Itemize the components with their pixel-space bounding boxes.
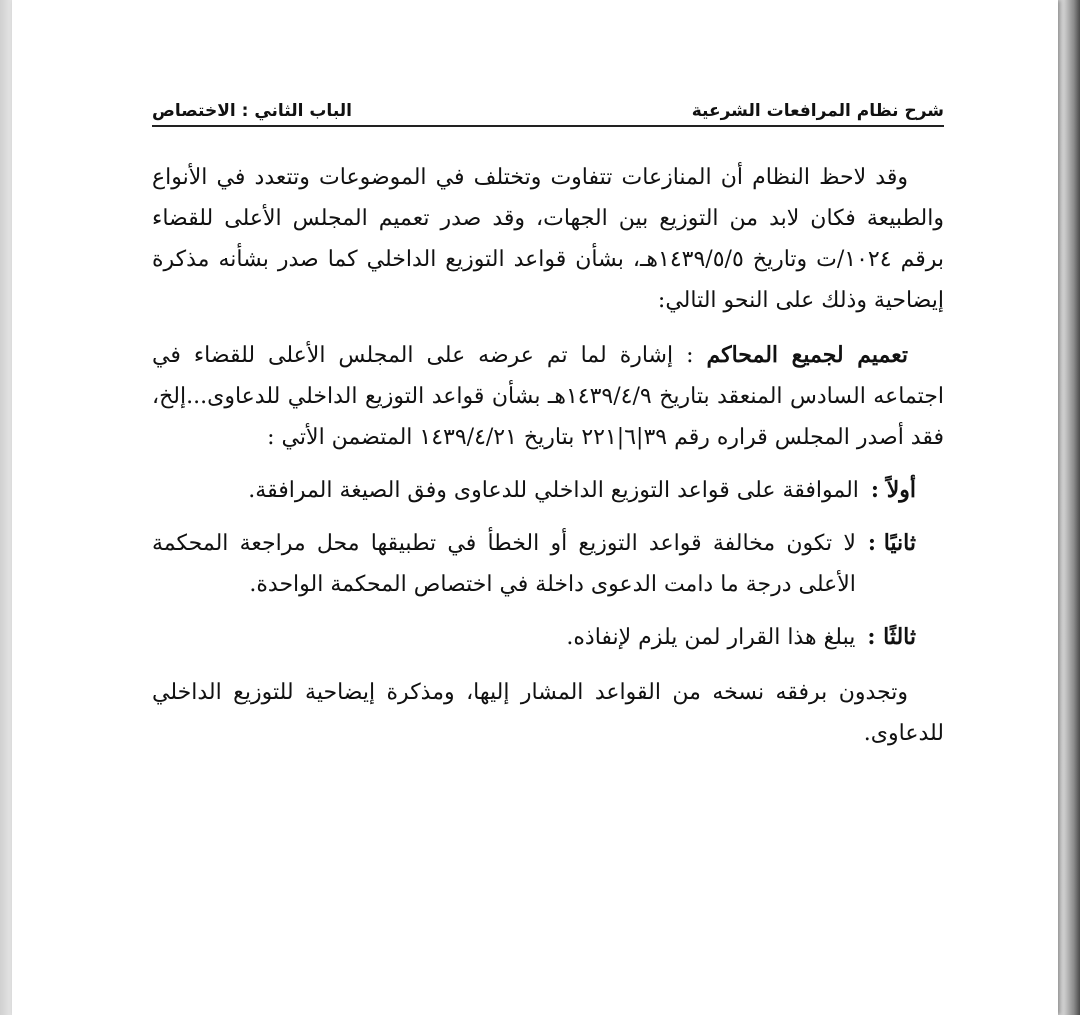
circular-paragraph: [152, 335, 944, 458]
page-content: [152, 85, 944, 754]
book-page: [12, 0, 1058, 1015]
circular-lead: تعميم لجميع المحاكم: [706, 342, 908, 368]
item-text: لا تكون مخالفة قواعد التوزيع أو الخطأ في تطبيقها محل مراجعة المحكمة الأعلى درجة ما دامت الدعوى داخلة في اختصاص المحكمة الواحدة.: [152, 531, 856, 597]
item-label: ثانيًا :: [867, 530, 916, 556]
circular-text: : إشارة لما تم عرضه على المجلس الأعلى للقضاء في اجتماعه السادس المنعقد بتاريخ ١٤٣٩/٤/٩هـ بشأن قواعد التوزيع الداخلي للدعاوى...إلخ، فقد أصدر المجلس قراره رقم ٣٩|٦|٢٢١ بتاريخ ١٤٣٩/٤/٢١ المتضمن الأتي :: [152, 343, 944, 450]
book-title: شرح نظام المرافعات الشرعية: [691, 101, 944, 121]
item-label: ثالثًا :: [867, 624, 916, 650]
item-text: الموافقة على قواعد التوزيع الداخلي للدعاوى وفق الصيغة المرافقة.: [248, 478, 859, 503]
item-text: يبلغ هذا القرار لمن يلزم لإنفاذه.: [566, 625, 856, 650]
intro-paragraph: وقد لاحظ النظام أن المنازعات تتفاوت وتختلف في الموضوعات وتتعدد في الأنواع والطبيعة فكان لابد من التوزيع بين الجهات، وقد صدر تعميم المجلس الأعلى للقضاء برقم ١٠٢٤/ت وتاريخ ١٤٣٩/٥/٥هـ، بشأن قواعد التوزيع الداخلي كما صدر بشأنه مذكرة إيضاحية وذلك على النحو التالي:: [152, 165, 944, 313]
closing-paragraph: وتجدون برفقه نسخه من القواعد المشار إليها، ومذكرة إيضاحية للتوزيع الداخلي للدعاوى.: [152, 680, 944, 746]
chapter-title: الباب الثاني : الاختصاص: [152, 101, 352, 121]
resolution-item-first: [152, 470, 944, 511]
item-label: أولاً :: [870, 477, 916, 503]
running-header: [152, 85, 944, 127]
page-left-shadow: [0, 0, 12, 1015]
resolution-item-third: [152, 617, 944, 658]
resolution-item-second: [152, 523, 944, 605]
